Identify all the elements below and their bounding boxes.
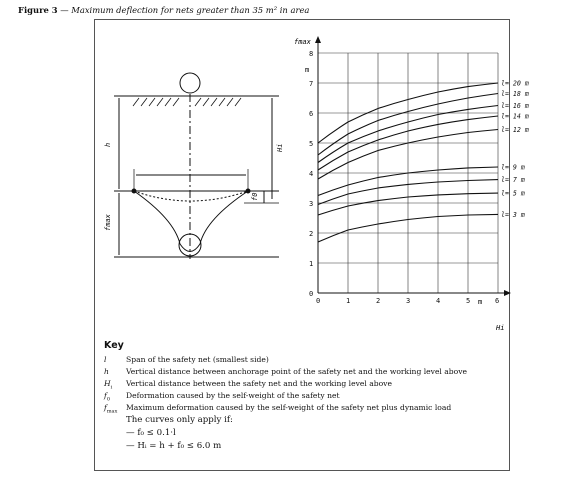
chart-tick-labels: [309, 50, 499, 305]
series-label: l= 5 m: [501, 189, 525, 198]
deflection-chart: [290, 28, 529, 338]
x-axis-arrow: [504, 290, 511, 296]
x-tick-label: 6: [495, 297, 500, 305]
series-label: l= 12 m: [501, 126, 529, 134]
y-tick-label: 6: [309, 110, 314, 118]
label-H: Hi: [276, 143, 284, 152]
figure-title: [18, 5, 309, 15]
key-row: [104, 378, 504, 390]
y-axis-label: fmax: [294, 38, 311, 46]
x-tick-label: 2: [376, 297, 381, 305]
y-tick-label: 1: [309, 260, 314, 268]
x-axis-label: Hi: [496, 324, 505, 332]
y-tick-label: 2: [309, 230, 314, 238]
key-description: Span of the safety net (smallest side): [126, 355, 269, 364]
series-label: l= 16 m: [501, 102, 529, 110]
x-tick-label: 4: [436, 297, 441, 305]
x-tick-label: 0: [316, 297, 321, 305]
figure-label: Figure 3: [18, 5, 58, 15]
y-tick-label: 8: [309, 50, 314, 58]
key-note: The curves only apply if:: [126, 415, 233, 425]
key-symbol: $f_{max}$: [104, 403, 118, 415]
key-condition-2: — Hᵢ = h + f₀ ≤ 6.0 m: [126, 441, 222, 451]
x-axis-unit: m: [478, 298, 483, 306]
y-axis-unit: m: [305, 66, 310, 74]
y-tick-label: 3: [309, 200, 314, 208]
label-f0: f0: [251, 192, 259, 201]
key-row: [104, 354, 504, 366]
key-row: [104, 402, 504, 414]
y-tick-label: 4: [309, 170, 314, 178]
figure-key: [104, 340, 504, 453]
figure-dash: —: [57, 5, 72, 15]
net-schematic: [94, 19, 304, 319]
net-sag-static: [134, 191, 248, 201]
key-symbol: l: [104, 355, 107, 364]
series-label: l= 14 m: [501, 112, 529, 121]
chart-axes: [315, 36, 511, 296]
label-h: h: [104, 142, 112, 147]
key-row: [104, 390, 504, 402]
key-symbol: $H_i$: [104, 379, 113, 391]
y-axis-arrow: [315, 36, 321, 43]
key-description: Vertical distance between the safety net and the working level above: [126, 379, 392, 388]
y-tick-label: 0: [309, 290, 314, 298]
key-symbol: h: [104, 367, 109, 376]
falling-person-top-icon: [180, 73, 200, 93]
y-tick-label: 7: [309, 80, 314, 88]
series-label: l= 7 m: [501, 176, 525, 185]
ground-hatch: [133, 98, 241, 106]
x-tick-label: 3: [406, 297, 411, 305]
chart-series-labels: [501, 80, 529, 219]
x-tick-label: 5: [466, 297, 471, 305]
y-tick-label: 5: [309, 140, 314, 148]
key-description: Maximum deformation caused by the self-weight of the safety net plus dynamic load: [126, 403, 452, 412]
series-label: l= 9 m: [501, 163, 525, 172]
key-description: Vertical distance between anchorage point of the safety net and the working level above: [126, 367, 468, 376]
net-deflected: [134, 191, 248, 252]
label-fmax: fmax: [104, 214, 112, 231]
series-label: l= 20 m: [501, 79, 529, 88]
key-row: [104, 366, 504, 378]
x-tick-label: 1: [346, 297, 351, 305]
figure-caption: Maximum deflection for nets greater than 35 m² in area: [71, 5, 310, 15]
series-label: l= 18 m: [501, 90, 529, 98]
key-list: [104, 354, 504, 414]
key-description: Deformation caused by the self-weight of the safety net: [126, 391, 340, 400]
key-condition-1: — f₀ ≤ 0.1·l: [126, 428, 176, 438]
key-symbol: $f_0$: [104, 391, 110, 403]
series-label: l= 3 m: [501, 210, 525, 219]
key-title: Key: [104, 340, 124, 351]
